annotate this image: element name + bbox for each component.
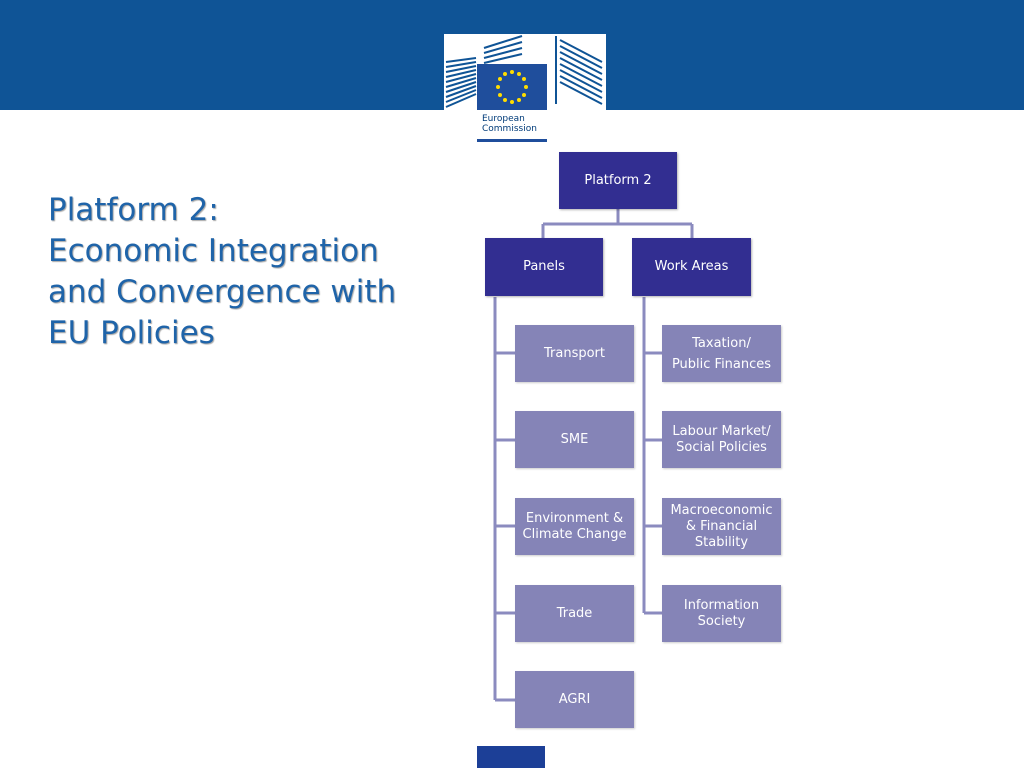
panel-item-transport: Transport xyxy=(515,325,634,382)
title-line: EU Policies xyxy=(48,315,215,351)
title-line: and Convergence with xyxy=(48,274,397,310)
work-area-macroeconomic: Macroeconomic & Financial Stability xyxy=(662,498,781,555)
panel-item-trade: Trade xyxy=(515,585,634,642)
footer-tab xyxy=(477,746,545,768)
work-area-taxation: Taxation/ Public Finances xyxy=(662,325,781,382)
title-line: Platform 2: xyxy=(48,192,219,228)
panel-item-sme: SME xyxy=(515,411,634,468)
work-area-labour-market: Labour Market/ Social Policies xyxy=(662,411,781,468)
branch-node-work-areas: Work Areas xyxy=(632,238,751,296)
work-area-information-society: Information Society xyxy=(662,585,781,642)
logo-text: European Commission xyxy=(482,114,537,134)
panel-item-agri: AGRI xyxy=(515,671,634,728)
root-node-platform-2: Platform 2 xyxy=(559,152,677,209)
branch-node-panels: Panels xyxy=(485,238,603,296)
panel-item-environment: Environment & Climate Change xyxy=(515,498,634,555)
title-line: Economic Integration xyxy=(48,233,379,269)
